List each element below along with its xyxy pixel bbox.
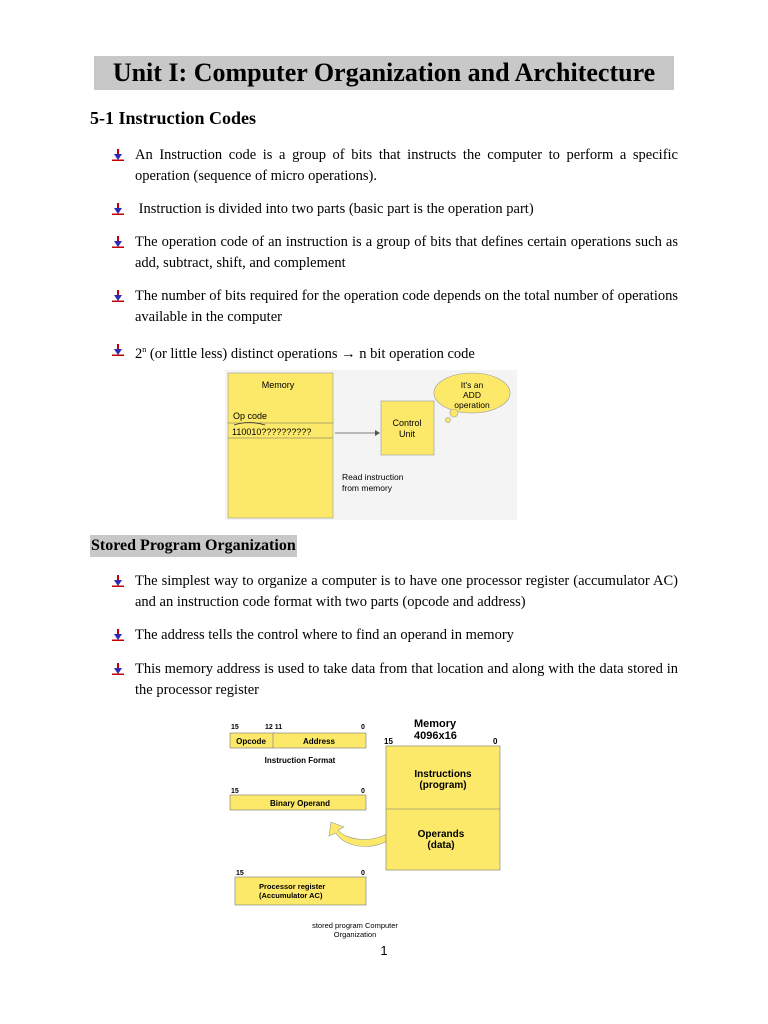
memory-label: Memory <box>261 380 295 390</box>
bullet-text: An Instruction code is a group of bits that instructs the computer to perform a specific operation (sequence of micro operations). <box>135 147 678 184</box>
bubble-text-3: operation <box>454 400 490 410</box>
figure-caption-2: Organization <box>333 930 377 939</box>
pr-bit-15: 15 <box>236 870 244 877</box>
opcode-field: Opcode <box>236 737 266 746</box>
section-heading-instruction-codes: 5-1 Instruction Codes <box>90 108 257 128</box>
memory-title-1: Memory <box>414 718 457 730</box>
arrow-down-bullet-icon <box>112 149 124 161</box>
processor-register-label-2: (Accumulator AC) <box>259 891 323 900</box>
pr-bit-0: 0 <box>361 870 365 877</box>
section-heading-stored-program: Stored Program Organization <box>90 535 297 557</box>
bo-bit-15: 15 <box>231 788 239 795</box>
bullet-text: This memory address is used to take data from that location and along with the data stored in the processor register <box>135 661 678 698</box>
power-base: 2 <box>135 346 143 362</box>
arrow-down-bullet-icon <box>112 629 124 641</box>
control-unit-block <box>381 401 434 455</box>
control-unit-label-2: Unit <box>398 429 416 439</box>
if-bit-12-11: 12 11 <box>265 724 283 731</box>
power-exponent: n <box>142 345 147 354</box>
instructions-label-2: (program) <box>419 780 467 791</box>
if-bit-0: 0 <box>361 724 365 731</box>
control-unit-label-1: Control <box>392 418 422 428</box>
operands-label-2: (data) <box>427 840 455 851</box>
figure-caption-1: stored program Computer <box>312 921 398 930</box>
instruction-format-label: Instruction Format <box>264 756 336 765</box>
page-title: Unit I: Computer Organization and Architecture <box>94 56 674 90</box>
arrow-down-bullet-icon <box>112 663 124 675</box>
bullet-text: Instruction is divided into two parts (basic part is the operation part) <box>135 201 534 217</box>
opcode-label: Op code <box>233 411 268 421</box>
bullet-text: The number of bits required for the operation code depends on the total number of operations available in the computer <box>135 288 678 325</box>
bullet-rest: (or little less) distinct operations → n bit operation code <box>146 346 475 362</box>
arrow-down-bullet-icon <box>112 344 124 356</box>
bullet-text: The simplest way to organize a computer is to have one processor register (accumulator AC) and an instruction code format with two parts (opcode and address) <box>135 573 678 610</box>
instruction-read-diagram <box>225 370 517 520</box>
arrow-down-bullet-icon <box>112 236 124 248</box>
mem-bit-0: 0 <box>493 737 498 746</box>
memory-block <box>386 746 500 870</box>
bullet-text: The operation code of an instruction is a group of bits that defines certain operations such as add, subtract, shift, and complement <box>135 234 678 271</box>
processor-register-label-1: Processor register <box>259 882 326 891</box>
instruction-bits: 110010?????????? <box>232 427 312 437</box>
stored-program-diagram <box>228 715 518 941</box>
memory-title-2: 4096x16 <box>414 730 457 742</box>
bubble-text-1: It's an <box>460 380 484 390</box>
bullet-text: The address tells the control where to find an operand in memory <box>135 627 514 643</box>
bo-bit-0: 0 <box>361 788 365 795</box>
arrow-down-bullet-icon <box>112 575 124 587</box>
if-bit-15: 15 <box>231 724 239 731</box>
read-caption-1: Read instruction <box>342 472 404 482</box>
bubble-text-2: ADD <box>463 390 481 400</box>
bullet-text <box>135 340 678 365</box>
instructions-label-1: Instructions <box>414 769 472 780</box>
binary-operand-label: Binary Operand <box>269 799 331 808</box>
mem-bit-15: 15 <box>384 737 393 746</box>
read-caption-2: from memory <box>342 483 393 493</box>
operands-label-1: Operands <box>417 829 465 840</box>
page-number: 1 <box>380 943 388 958</box>
arrow-down-bullet-icon <box>112 290 124 302</box>
arrow-down-bullet-icon <box>112 203 124 215</box>
memory-block <box>228 373 333 518</box>
address-field: Address <box>302 737 336 746</box>
